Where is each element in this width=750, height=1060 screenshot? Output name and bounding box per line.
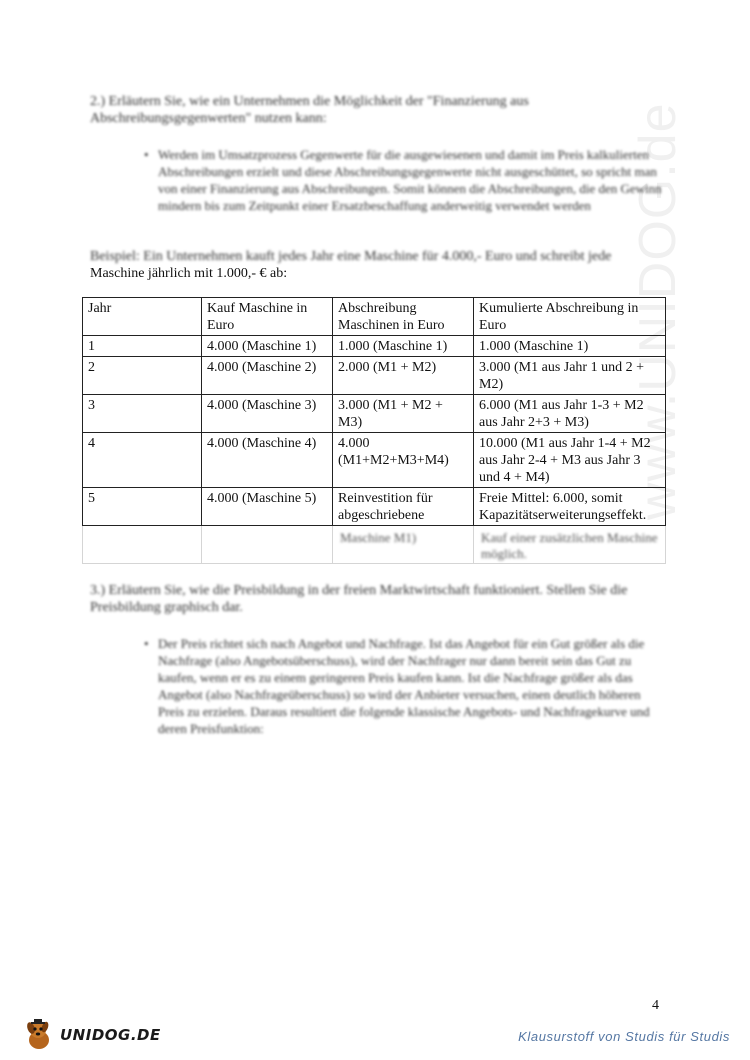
depreciation-table [82,297,666,564]
table-row [83,433,666,488]
section3-heading: 3.) Erläutern Sie, wie die Preisbildung in der freien Marktwirtschaft funktioniert. Stellen Sie die Preisbildung graphisch dar. [90,583,628,615]
dog-icon [22,1018,56,1052]
table-cell: 6.000 (M1 aus Jahr 1-3 + M2 aus Jahr 2+3 + M3) [474,395,666,433]
table-cell: 4.000 (Maschine 2) [202,357,333,395]
table-cell: 10.000 (M1 aus Jahr 1-4 + M2 aus Jahr 2-4 + M3 aus Jahr 3 und 4 + M4) [474,433,666,488]
table-cell: 4.000 (Maschine 3) [202,395,333,433]
cut-cell-col3: Maschine M1) [340,530,417,545]
table-cell: 3.000 (M1 + M2 + M3) [333,395,474,433]
example-line-1: Beispiel: Ein Unternehmen kauft jedes Jahr eine Maschine für 4.000,- Euro und schreibt jede [90,249,612,264]
cut-cell-col4: Kauf einer zusätzlichen Maschine möglich. [481,530,658,561]
table-cell: 5 [83,488,202,526]
table-cell: 4.000 (Maschine 5) [202,488,333,526]
table-cell: Reinvestition für abgeschriebene [333,488,474,526]
table-cell: 4.000 (Maschine 1) [202,336,333,357]
section2-heading: 2.) Erläutern Sie, wie ein Unternehmen die Möglichkeit der "Finanzierung aus Abschreibungsgegenwerten" nutzen kann: [90,94,529,126]
logo-text: UNIDOG.DE [60,1026,161,1044]
header-cell: Kumulierte Abschreibung in Euro [474,298,666,336]
example-text [90,248,670,282]
table-row [83,395,666,433]
table-cell: 1.000 (Maschine 1) [474,336,666,357]
table-cell: 4.000 (M1+M2+M3+M4) [333,433,474,488]
unidog-logo [22,1017,162,1053]
header-cell: Jahr [83,298,202,336]
bullet-icon: • [144,147,149,162]
table-cell: 3 [83,395,202,433]
table-cell: 4.000 (Maschine 4) [202,433,333,488]
footer-tagline: Klausurstoff von Studis für Studis [518,1029,730,1044]
section2-bullet-text: Werden im Umsatzprozess Gegenwerte für die ausgewiesenen und damit im Preis kalkulierten Abschreibungen erzielt und diese Abschreibungsgegenwerte nicht ausgeschüttet, so spricht man von einer Finanzierung aus Abschreibungen. Somit können die Abschreibungen, die den Gewinn mindern bis zum Zeitpunkt einer Ersatzbeschaffung anderweitig verwendet werden [158,147,662,213]
table-row [83,488,666,526]
section2-bullet [144,146,663,214]
table-cell: 3.000 (M1 aus Jahr 1 und 2 + M2) [474,357,666,395]
table-row [83,336,666,357]
table-header-row [83,298,666,336]
example-line-2: Maschine jährlich mit 1.000,- € ab: [90,266,288,281]
table-row [83,357,666,395]
table-cell: 2.000 (M1 + M2) [333,357,474,395]
table-cell: 2 [83,357,202,395]
header-cell: Kauf Maschine in Euro [202,298,333,336]
page-number: 4 [652,998,659,1013]
bullet-icon: • [144,636,149,651]
table-cell: 1 [83,336,202,357]
table-cell: Freie Mittel: 6.000, somit Kapazitätserweiterungseffekt. [474,488,666,526]
watermark: www.UNIDOG.de [629,102,687,520]
table-cell: 1.000 (Maschine 1) [333,336,474,357]
header-cell: Abschreibung Maschinen in Euro [333,298,474,336]
section3-bullet-text: Der Preis richtet sich nach Angebot und Nachfrage. Ist das Angebot für ein Gut größer als die Nachfrage (also Angebotsüberschuss), wird der Nachfrager nur dann bereit sein das Gut zu kaufen, wenn er es zu einem geringeren Preis kaufen kann. Ist die Nachfrage größer als das Angebot (also Nachfrageüberschuss) so wird der Anbieter versuchen, einen deutlich höheren Preis zu erzielen. Daraus resultiert die folgende klassische Angebots- und Nachfragekurve und deren Preisfunktion: [158,636,650,736]
table-cell: 4 [83,433,202,488]
section3-bullet [144,635,663,737]
